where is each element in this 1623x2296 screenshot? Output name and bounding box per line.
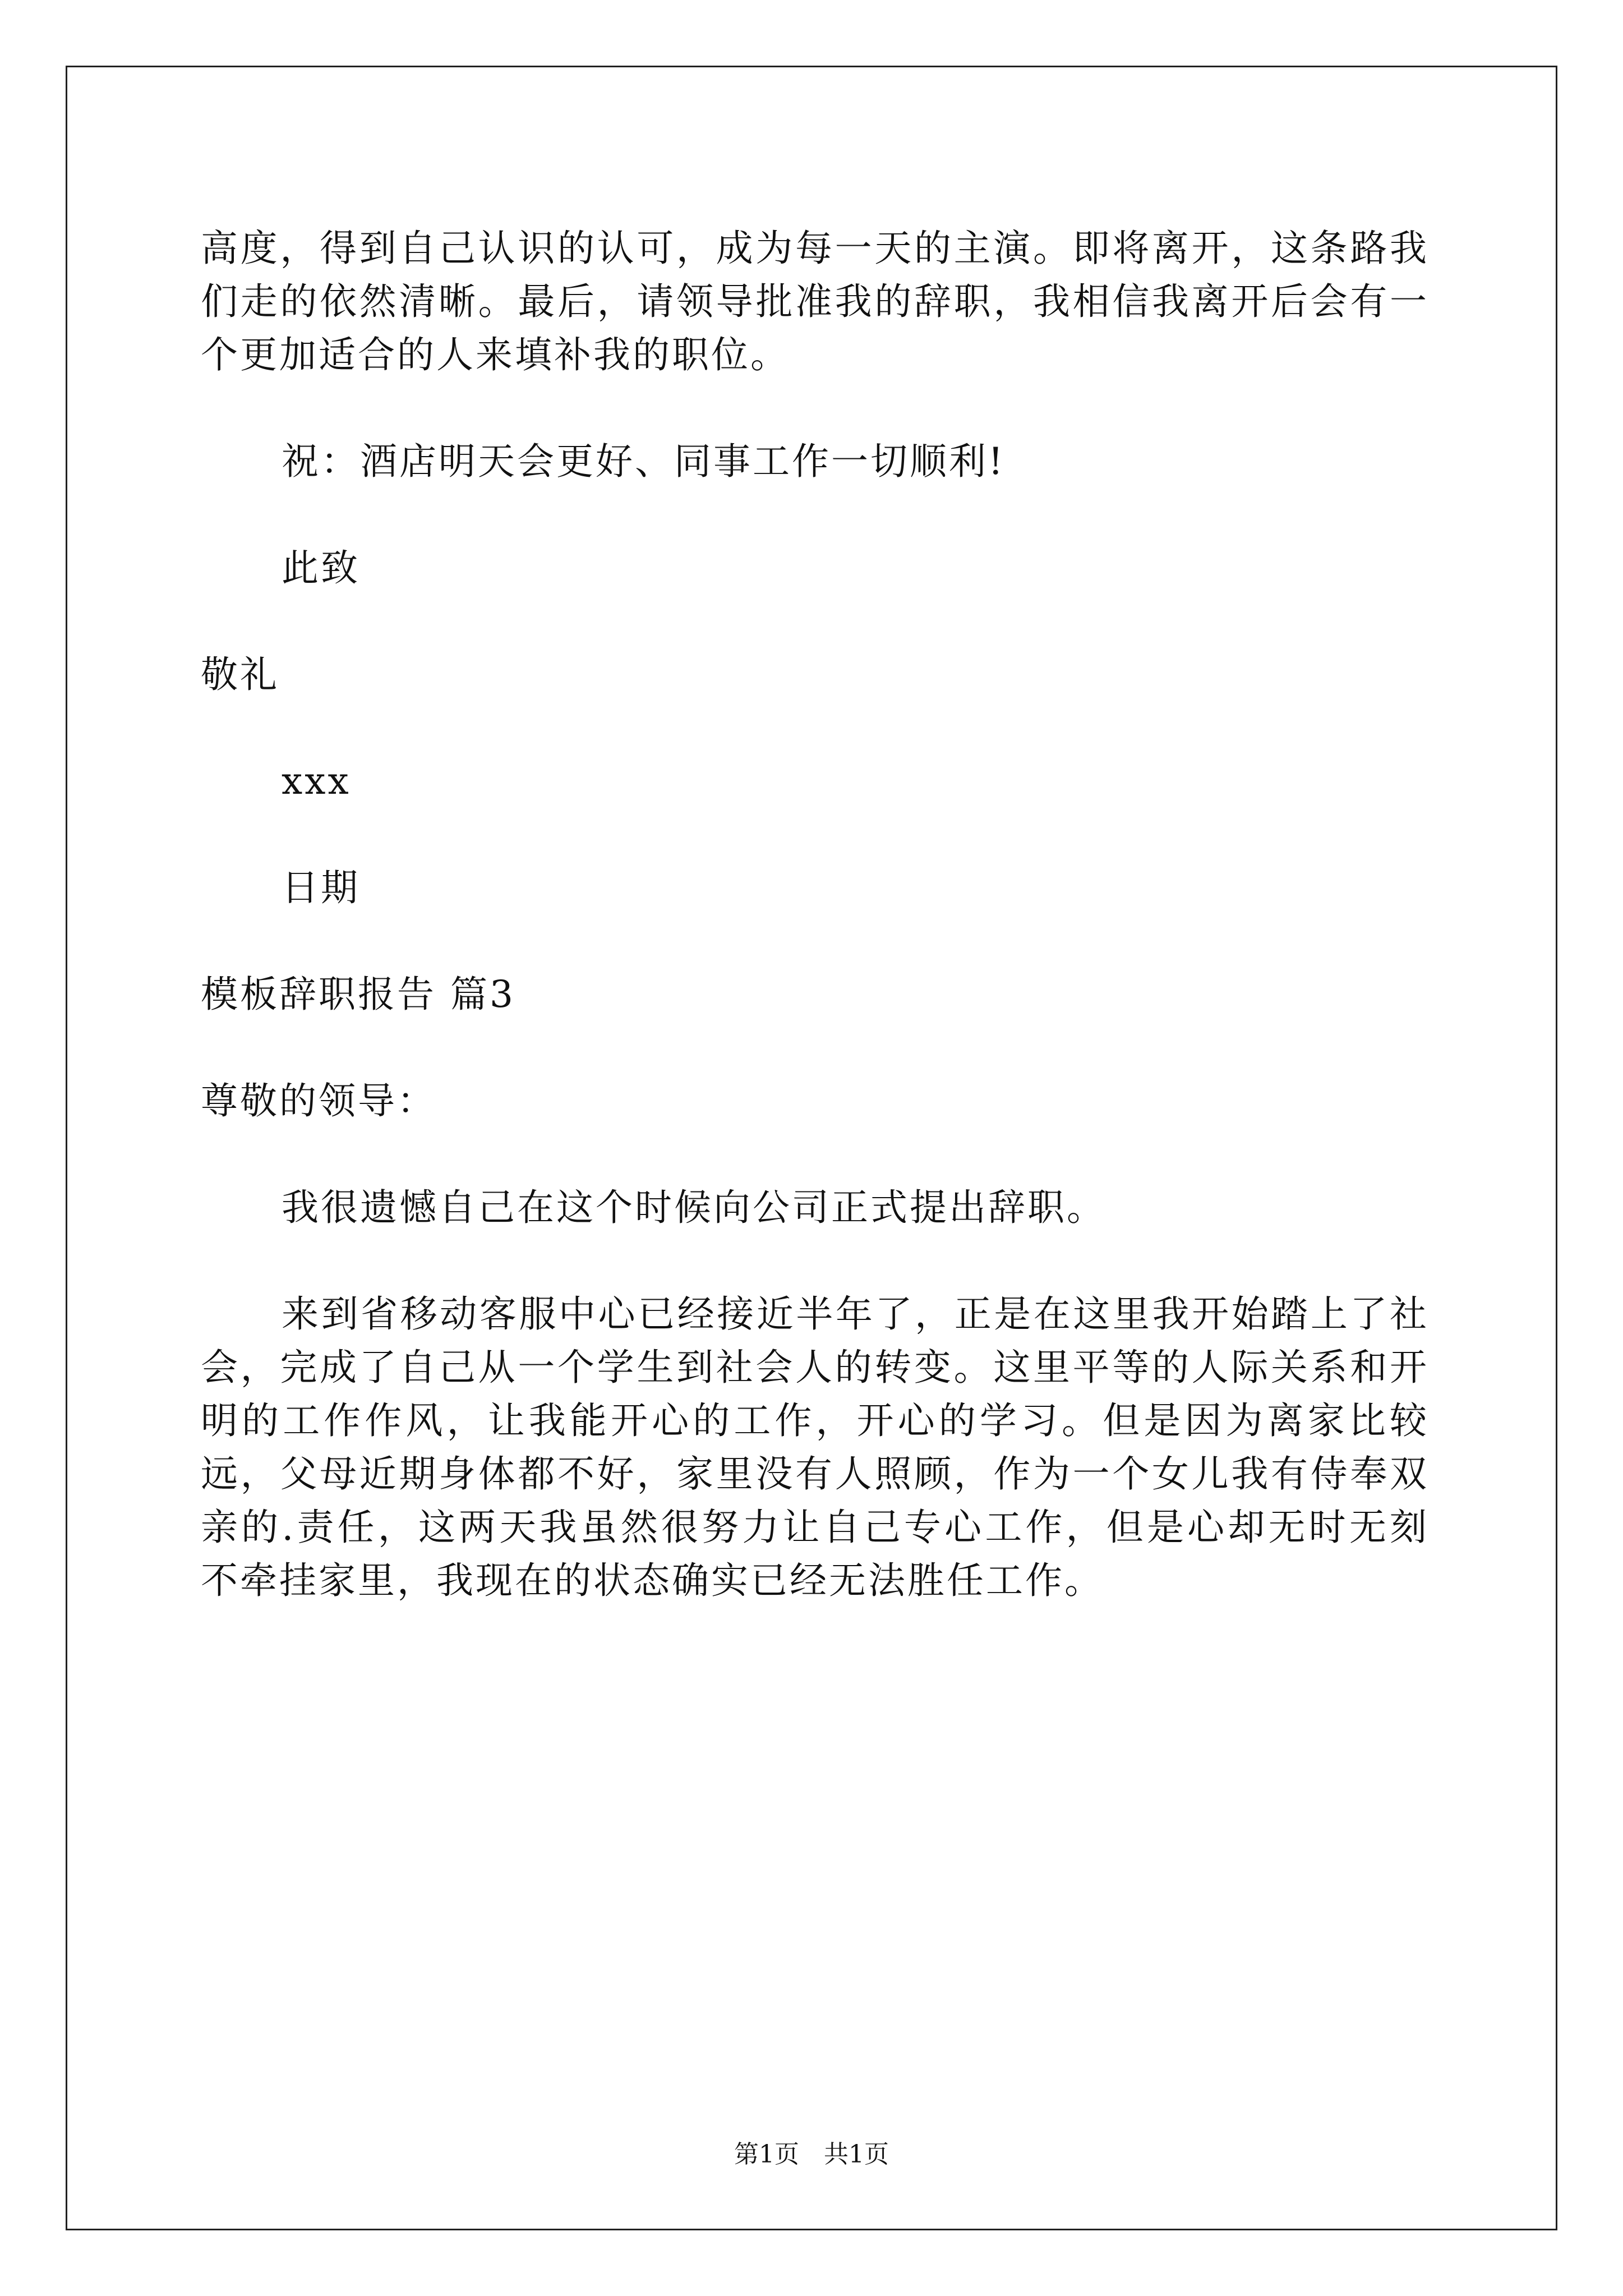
signature-date: 日期: [282, 866, 360, 909]
paragraph-cizhi: 此致: [282, 546, 360, 590]
section-heading: 模板辞职报告 篇3: [201, 973, 515, 1016]
paragraph-intro: 我很遗憾自己在这个时候向公司正式提出辞职。: [282, 1186, 1106, 1229]
signature-name: xxx: [282, 760, 351, 803]
paragraph-body: 来到省移动客服中心已经接近半年了，正是在这里我开始踏上了社会，完成了自己从一个学生到社会人的转变。这里平等的人际关系和开明的工作作风，让我能开心的工作，开心的学习。但是因为离家比较远，父母近期身体都不好，家里没有人照顾，作为一个女儿我有侍奉双亲的.责任，这两天我虽然很努力让自己专心工作，但是心却无时无刻不牵挂家里，我现在的状态确实已经无法胜任工作。: [201, 1292, 1429, 1602]
paragraph-wishes: 祝：酒店明天会更好、同事工作一切顺利!: [282, 440, 1006, 483]
paragraph-closing: 高度，得到自己认识的认可，成为每一天的主演。即将离开，这条路我们走的依然清晰。最后，请领导批准我的辞职，我相信我离开后会有一个更加适合的人来填补我的职位。: [201, 227, 1429, 376]
paragraph-jingli: 敬礼: [201, 653, 279, 696]
document-body: [201, 222, 1429, 1660]
page-number-footer: 第1页 共1页: [734, 2140, 889, 2169]
salutation: 尊敬的领导：: [201, 1079, 436, 1122]
